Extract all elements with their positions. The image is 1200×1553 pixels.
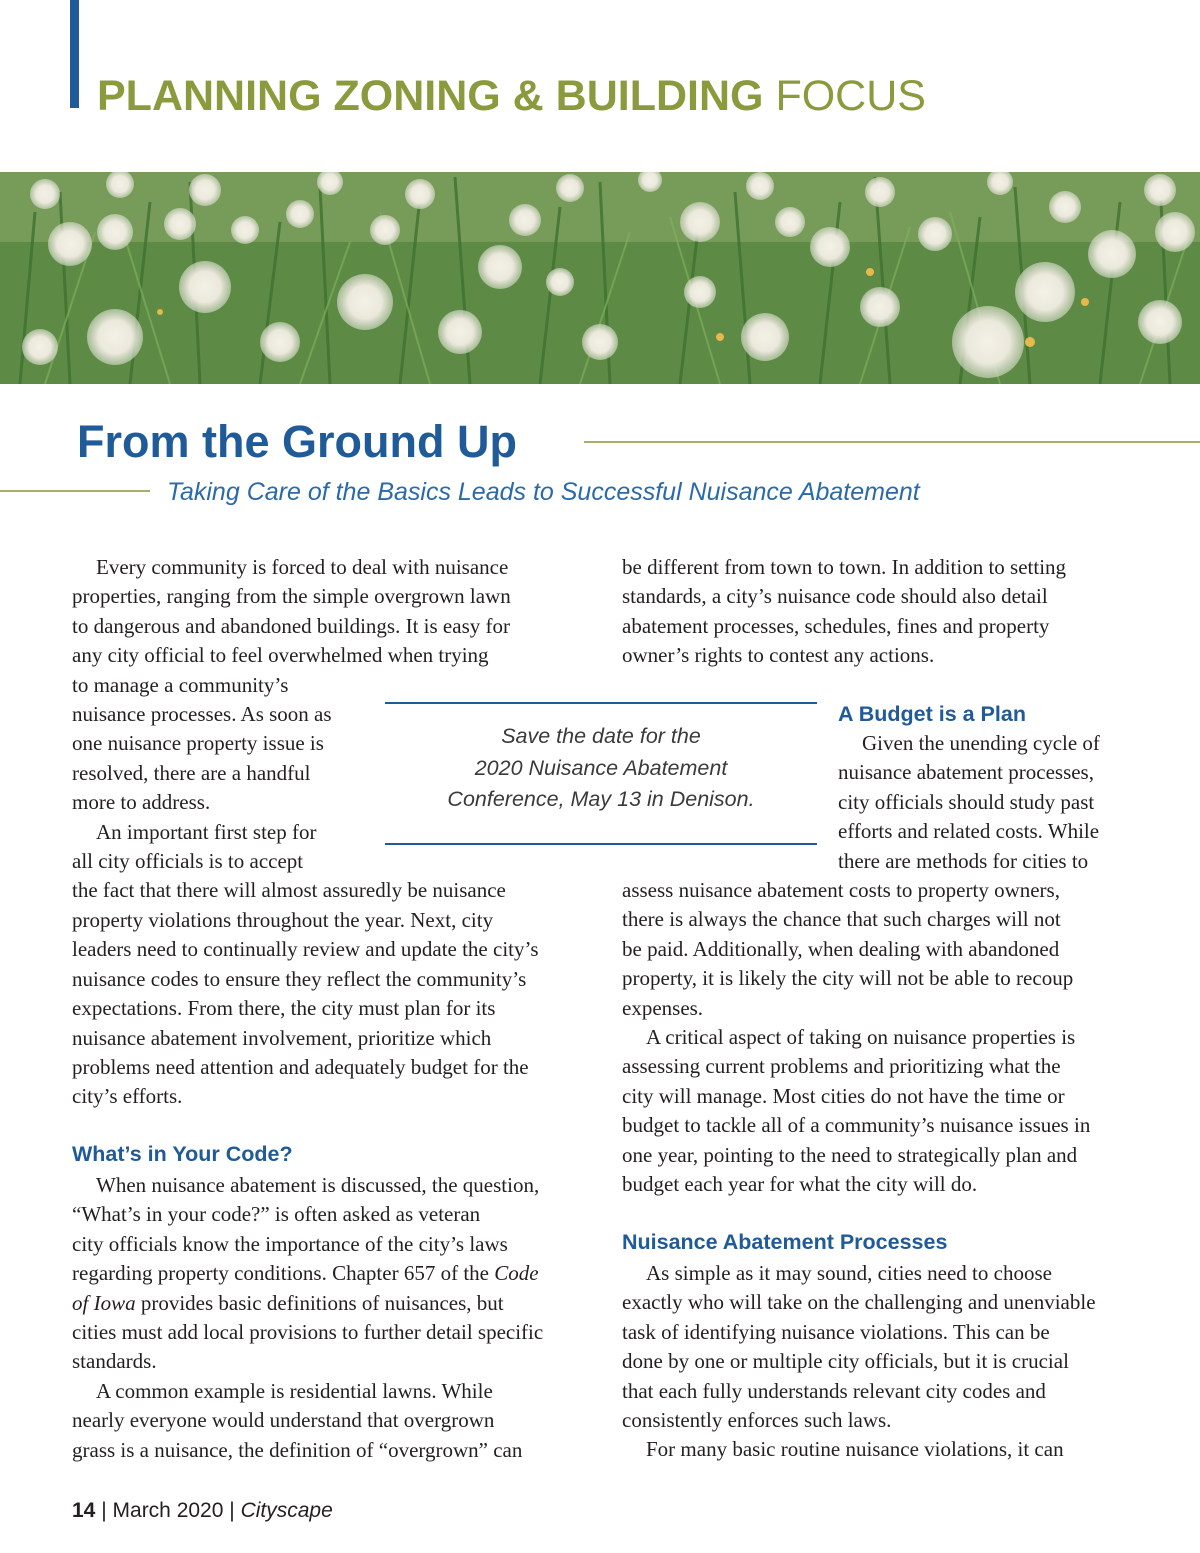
intro-line: nuisance processes. As soon as: [72, 702, 332, 727]
first-step-line: all city officials is to accept: [72, 849, 304, 874]
budget-line: be paid. Additionally, when dealing with abandoned: [622, 936, 1060, 961]
article-title: From the Ground Up: [77, 416, 517, 467]
critical-line: city will manage. Most cities do not have the time or: [622, 1083, 1065, 1108]
code-line: “What’s in your code?” is often asked as veteran: [72, 1202, 481, 1227]
budget-line: nuisance abatement processes,: [838, 760, 1094, 785]
code-line: city officials know the importance of the city’s laws: [72, 1231, 508, 1256]
page-number: 14: [72, 1499, 96, 1522]
callout-line: 2020 Nuisance Abatement: [474, 755, 728, 780]
budget-line: property, it is likely the city will not be able to recoup: [622, 966, 1074, 991]
code-body: [72, 1171, 592, 1465]
processes-heading-block: [622, 1228, 1142, 1256]
intro-line: properties, ranging from the simple overgrown lawn: [72, 584, 511, 609]
first-step-line: An important first step for: [96, 819, 317, 844]
intro-line: to dangerous and abandoned buildings. It is easy for: [72, 613, 510, 638]
hero-dandelion-photo: [0, 172, 1200, 384]
footer-separator: |: [229, 1499, 235, 1522]
callout-line: Conference, May 13 in Denison.: [447, 787, 755, 811]
first-step-line: the fact that there will almost assuredly be nuisance: [72, 878, 506, 903]
processes-line: As simple as it may sound, cities need to choose: [646, 1261, 1052, 1285]
code-line: [72, 1259, 592, 1288]
first-step-line: nuisance abatement involvement, prioritize which: [72, 1025, 492, 1050]
magazine-name: Cityscape: [240, 1499, 333, 1522]
intro-line: to manage a community’s: [72, 672, 289, 697]
heading-budget-is-a-plan: A Budget is a Plan: [838, 702, 1026, 726]
code-line: standards.: [72, 1349, 157, 1374]
intro-line: more to address.: [72, 790, 211, 815]
code-section: [72, 1140, 592, 1168]
critical-line: budget to tackle all of a community’s nuisance issues in: [622, 1113, 1091, 1138]
save-the-date-callout: [385, 702, 817, 845]
code-line: cities must add local provisions to further detail specific: [72, 1320, 544, 1345]
intro-line: one nuisance property issue is: [72, 731, 324, 756]
header-accent-bar: [70, 0, 79, 108]
lawn-line: nearly everyone would understand that overgrown: [72, 1408, 495, 1433]
budget-line: efforts and related costs. While: [838, 819, 1100, 844]
first-step-line: city’s efforts.: [72, 1084, 183, 1109]
section-header-bold: PLANNING ZONING & BUILDING: [97, 72, 764, 120]
right-continuation: [622, 553, 1142, 671]
code-of-iowa-citation: Code: [494, 1261, 539, 1286]
critical-line: assessing current problems and prioritizing what the: [622, 1054, 1061, 1079]
processes-line: exactly who will take on the challenging and unenviable: [622, 1290, 1096, 1315]
intro-line: any city official to feel overwhelmed when trying: [72, 643, 489, 668]
budget-wide-block: [622, 876, 1142, 1199]
processes-line: consistently enforces such laws.: [622, 1408, 892, 1433]
callout-line: Save the date for the: [501, 724, 701, 748]
critical-line: budget each year for what the city will do.: [622, 1172, 978, 1197]
processes-body: [622, 1259, 1142, 1465]
first-step-line: expectations. From there, the city must plan for its: [72, 996, 496, 1021]
lawn-line: grass is a nuisance, the definition of “overgrown” can: [72, 1437, 523, 1462]
first-step-line: leaders need to continually review and update the city’s: [72, 937, 539, 962]
footer-separator: |: [101, 1499, 107, 1522]
budget-line: assess nuisance abatement costs to property owners,: [622, 878, 1060, 902]
budget-line: expenses.: [622, 995, 704, 1020]
first-step-line: property violations throughout the year. Next, city: [72, 907, 494, 932]
processes-line: that each fully understands relevant city codes and: [622, 1378, 1046, 1403]
code-line: When nuisance abatement is discussed, the question,: [96, 1173, 540, 1197]
first-step-line: nuisance codes to ensure they reflect the community’s: [72, 966, 527, 991]
budget-line: city officials should study past: [838, 789, 1095, 814]
code-line-text: regarding property conditions. Chapter 657 of the: [72, 1261, 489, 1286]
callout-text: [385, 721, 817, 816]
cont-line: standards, a city’s nuisance code should also detail: [622, 584, 1048, 609]
cont-line: be different from town to town. In addition to setting: [622, 555, 1067, 579]
article-subtitle: Taking Care of the Basics Leads to Successful Nuisance Abatement: [167, 478, 920, 506]
code-line: [72, 1289, 592, 1318]
section-header: [97, 70, 1097, 122]
cont-line: abatement processes, schedules, fines and property: [622, 613, 1050, 638]
code-line-text: provides basic definitions of nuisances, but: [140, 1290, 504, 1315]
heading-whats-in-your-code: What’s in Your Code?: [72, 1142, 293, 1166]
budget-line: there are methods for cities to: [838, 848, 1089, 873]
lawn-line: A common example is residential lawns. While: [96, 1378, 493, 1403]
budget-narrow-block: [838, 729, 1178, 876]
critical-line: A critical aspect of taking on nuisance properties is: [646, 1025, 1076, 1050]
budget-line: there is always the chance that such charges will not: [622, 907, 1061, 932]
first-step-line: problems need attention and adequately budget for the: [72, 1054, 529, 1079]
intro-line: resolved, there are a handful: [72, 760, 311, 785]
heading-nuisance-abatement-processes: Nuisance Abatement Processes: [622, 1230, 948, 1254]
budget-line: Given the unending cycle of: [862, 731, 1100, 755]
title-rule-right: [584, 441, 1200, 443]
section-header-light: FOCUS: [775, 72, 926, 120]
intro-line: Every community is forced to deal with nuisance: [96, 555, 509, 579]
critical-line: one year, pointing to the need to strategically plan and: [622, 1142, 1078, 1167]
subtitle-rule-left: [0, 490, 150, 492]
routine-line: For many basic routine nuisance violations, it can: [646, 1437, 1064, 1462]
code-of-iowa-citation: of Iowa: [72, 1290, 136, 1315]
dandelion-field-icon: [0, 172, 1200, 384]
processes-line: task of identifying nuisance violations. This can be: [622, 1319, 1050, 1344]
processes-line: done by one or multiple city officials, but it is crucial: [622, 1349, 1069, 1374]
budget-heading-block: [838, 700, 1178, 728]
issue-date: March 2020: [112, 1499, 224, 1522]
page-footer: [72, 1497, 333, 1525]
cont-line: owner’s rights to contest any actions.: [622, 643, 935, 668]
